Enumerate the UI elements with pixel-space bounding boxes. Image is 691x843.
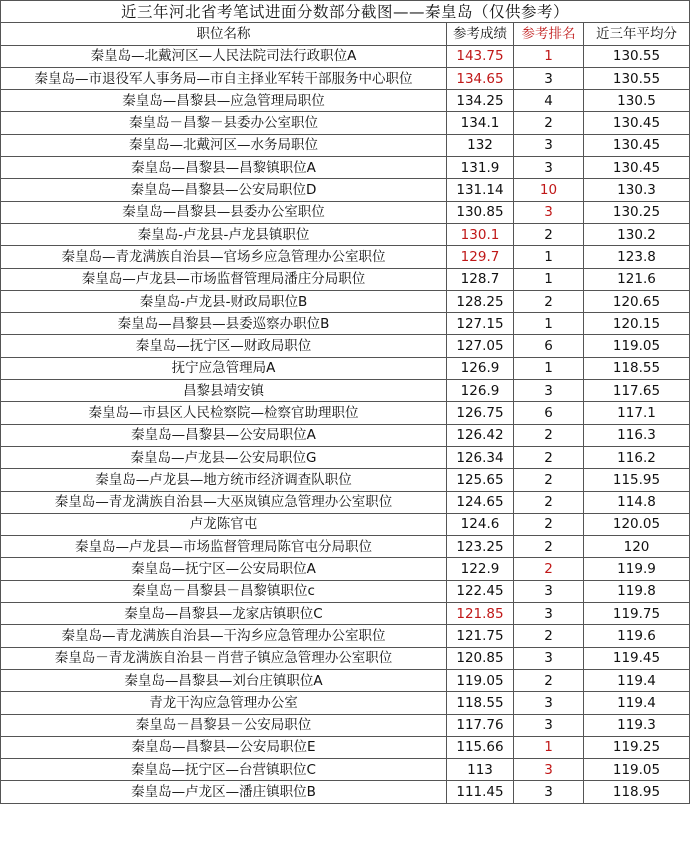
cell-position: 秦皇岛—昌黎县—昌黎镇职位A: [1, 157, 447, 179]
cell-avg: 119.05: [584, 759, 690, 781]
cell-rank: 2: [514, 513, 584, 535]
table-row: [1, 603, 690, 625]
table-row: [1, 335, 690, 357]
cell-rank: 6: [514, 402, 584, 424]
cell-score: 126.75: [447, 402, 514, 424]
cell-rank: 3: [514, 67, 584, 89]
cell-position: 秦皇岛—昌黎县—公安局职位A: [1, 424, 447, 446]
header-row: [1, 23, 690, 45]
cell-position: 秦皇岛—昌黎县—龙家店镇职位C: [1, 603, 447, 625]
cell-rank: 2: [514, 669, 584, 691]
cell-score: 134.65: [447, 67, 514, 89]
cell-score: 126.9: [447, 380, 514, 402]
table-row: [1, 580, 690, 602]
table-row: [1, 692, 690, 714]
cell-position: 秦皇岛－昌黎－县委办公室职位: [1, 112, 447, 134]
cell-position: 秦皇岛—市县区人民检察院—检察官助理职位: [1, 402, 447, 424]
table-row: [1, 380, 690, 402]
cell-avg: 119.75: [584, 603, 690, 625]
cell-avg: 117.65: [584, 380, 690, 402]
table-row: [1, 513, 690, 535]
cell-position: 抚宁应急管理局A: [1, 357, 447, 379]
header-rank: 参考排名: [514, 23, 584, 45]
table-row: [1, 469, 690, 491]
cell-position: 秦皇岛—昌黎县—公安局职位E: [1, 736, 447, 758]
cell-rank: 2: [514, 290, 584, 312]
table-body: [1, 45, 690, 803]
cell-rank: 2: [514, 491, 584, 513]
table-row: [1, 625, 690, 647]
cell-rank: 1: [514, 268, 584, 290]
cell-avg: 118.95: [584, 781, 690, 803]
table-row: [1, 446, 690, 468]
cell-rank: 3: [514, 714, 584, 736]
cell-avg: 120.65: [584, 290, 690, 312]
table-row: [1, 424, 690, 446]
cell-position: 秦皇岛—抚宁区—公安局职位A: [1, 558, 447, 580]
table-row: [1, 179, 690, 201]
cell-position: 秦皇岛—青龙满族自治县—大巫岚镇应急管理办公室职位: [1, 491, 447, 513]
cell-avg: 119.45: [584, 647, 690, 669]
cell-position: 秦皇岛—昌黎县—公安局职位D: [1, 179, 447, 201]
cell-avg: 121.6: [584, 268, 690, 290]
cell-rank: 3: [514, 380, 584, 402]
cell-rank: 3: [514, 134, 584, 156]
table-row: [1, 290, 690, 312]
cell-score: 130.1: [447, 223, 514, 245]
cell-position: 秦皇岛－昌黎县－公安局职位: [1, 714, 447, 736]
table-row: [1, 781, 690, 803]
cell-score: 128.25: [447, 290, 514, 312]
cell-score: 131.9: [447, 157, 514, 179]
cell-avg: 119.6: [584, 625, 690, 647]
cell-position: 秦皇岛—卢龙区—潘庄镇职位B: [1, 781, 447, 803]
cell-avg: 116.2: [584, 446, 690, 468]
table-row: [1, 536, 690, 558]
table-row: [1, 313, 690, 335]
cell-avg: 130.45: [584, 134, 690, 156]
cell-score: 118.55: [447, 692, 514, 714]
cell-score: 125.65: [447, 469, 514, 491]
table-row: [1, 491, 690, 513]
cell-rank: 1: [514, 357, 584, 379]
cell-avg: 119.4: [584, 669, 690, 691]
cell-score: 123.25: [447, 536, 514, 558]
cell-position: 卢龙陈官屯: [1, 513, 447, 535]
cell-avg: 119.8: [584, 580, 690, 602]
cell-avg: 130.5: [584, 90, 690, 112]
cell-rank: 3: [514, 603, 584, 625]
cell-avg: 114.8: [584, 491, 690, 513]
table-row: [1, 201, 690, 223]
cell-rank: 3: [514, 692, 584, 714]
cell-rank: 1: [514, 313, 584, 335]
cell-position: 秦皇岛—北戴河区—人民法院司法行政职位A: [1, 45, 447, 67]
cell-rank: 3: [514, 580, 584, 602]
cell-avg: 120.05: [584, 513, 690, 535]
cell-score: 124.65: [447, 491, 514, 513]
cell-avg: 130.45: [584, 112, 690, 134]
cell-score: 134.1: [447, 112, 514, 134]
cell-rank: 2: [514, 112, 584, 134]
cell-position: 秦皇岛—青龙满族自治县—干沟乡应急管理办公室职位: [1, 625, 447, 647]
cell-score: 111.45: [447, 781, 514, 803]
table-row: [1, 759, 690, 781]
cell-avg: 117.1: [584, 402, 690, 424]
cell-score: 121.75: [447, 625, 514, 647]
cell-avg: 119.05: [584, 335, 690, 357]
cell-position: 秦皇岛—卢龙县—地方统市经济调查队职位: [1, 469, 447, 491]
cell-score: 128.7: [447, 268, 514, 290]
cell-avg: 130.3: [584, 179, 690, 201]
cell-avg: 119.9: [584, 558, 690, 580]
cell-score: 122.9: [447, 558, 514, 580]
cell-rank: 3: [514, 759, 584, 781]
cell-position: 秦皇岛—北戴河区—水务局职位: [1, 134, 447, 156]
cell-position: 秦皇岛—抚宁区—财政局职位: [1, 335, 447, 357]
table-row: [1, 558, 690, 580]
cell-avg: 115.95: [584, 469, 690, 491]
title-row: [1, 1, 690, 23]
cell-score: 143.75: [447, 45, 514, 67]
table-row: [1, 669, 690, 691]
cell-rank: 2: [514, 424, 584, 446]
header-position: 职位名称: [1, 23, 447, 45]
cell-score: 126.42: [447, 424, 514, 446]
cell-score: 127.05: [447, 335, 514, 357]
cell-rank: 3: [514, 781, 584, 803]
cell-rank: 2: [514, 558, 584, 580]
header-score: 参考成绩: [447, 23, 514, 45]
cell-position: 秦皇岛—昌黎县—县委巡察办职位B: [1, 313, 447, 335]
cell-position: 秦皇岛-卢龙县-财政局职位B: [1, 290, 447, 312]
header-avg: 近三年平均分: [584, 23, 690, 45]
cell-position: 秦皇岛-卢龙县-卢龙县镇职位: [1, 223, 447, 245]
cell-avg: 119.3: [584, 714, 690, 736]
cell-score: 132: [447, 134, 514, 156]
cell-avg: 118.55: [584, 357, 690, 379]
cell-score: 129.7: [447, 246, 514, 268]
cell-score: 124.6: [447, 513, 514, 535]
cell-score: 120.85: [447, 647, 514, 669]
cell-position: 秦皇岛—昌黎县—县委办公室职位: [1, 201, 447, 223]
cell-avg: 120: [584, 536, 690, 558]
table-row: [1, 647, 690, 669]
cell-rank: 1: [514, 45, 584, 67]
table-row: [1, 112, 690, 134]
cell-score: 119.05: [447, 669, 514, 691]
cell-position: 秦皇岛—青龙满族自治县—官场乡应急管理办公室职位: [1, 246, 447, 268]
cell-position: 秦皇岛—昌黎县—刘台庄镇职位A: [1, 669, 447, 691]
cell-rank: 6: [514, 335, 584, 357]
table-row: [1, 268, 690, 290]
cell-avg: 130.2: [584, 223, 690, 245]
table-row: [1, 736, 690, 758]
cell-score: 131.14: [447, 179, 514, 201]
table-row: [1, 45, 690, 67]
cell-position: 秦皇岛—卢龙县—市场监督管理局陈官屯分局职位: [1, 536, 447, 558]
cell-position: 秦皇岛—市退役军人事务局—市自主择业军转干部服务中心职位: [1, 67, 447, 89]
cell-rank: 3: [514, 201, 584, 223]
cell-avg: 130.45: [584, 157, 690, 179]
cell-score: 126.9: [447, 357, 514, 379]
cell-score: 122.45: [447, 580, 514, 602]
cell-score: 117.76: [447, 714, 514, 736]
cell-avg: 123.8: [584, 246, 690, 268]
table-row: [1, 402, 690, 424]
cell-avg: 130.55: [584, 45, 690, 67]
cell-rank: 4: [514, 90, 584, 112]
table-row: [1, 714, 690, 736]
cell-score: 126.34: [447, 446, 514, 468]
cell-avg: 119.4: [584, 692, 690, 714]
cell-rank: 2: [514, 536, 584, 558]
table-row: [1, 90, 690, 112]
cell-rank: 2: [514, 223, 584, 245]
cell-position: 秦皇岛—卢龙县—市场监督管理局潘庄分局职位: [1, 268, 447, 290]
cell-score: 121.85: [447, 603, 514, 625]
cell-position: 秦皇岛—卢龙县—公安局职位G: [1, 446, 447, 468]
cell-rank: 2: [514, 625, 584, 647]
table-row: [1, 223, 690, 245]
cell-score: 130.85: [447, 201, 514, 223]
table-title: 近三年河北省考笔试进面分数部分截图——秦皇岛（仅供参考）: [1, 1, 690, 23]
cell-rank: 3: [514, 157, 584, 179]
cell-avg: 120.15: [584, 313, 690, 335]
cell-avg: 130.55: [584, 67, 690, 89]
cell-score: 113: [447, 759, 514, 781]
cell-position: 秦皇岛—抚宁区—台营镇职位C: [1, 759, 447, 781]
cell-position: 秦皇岛－青龙满族自治县－肖营子镇应急管理办公室职位: [1, 647, 447, 669]
cell-position: 秦皇岛—昌黎县—应急管理局职位: [1, 90, 447, 112]
cell-score: 134.25: [447, 90, 514, 112]
cell-rank: 1: [514, 246, 584, 268]
cell-avg: 130.25: [584, 201, 690, 223]
cell-position: 昌黎县靖安镇: [1, 380, 447, 402]
cell-avg: 116.3: [584, 424, 690, 446]
cell-rank: 1: [514, 736, 584, 758]
table-row: [1, 157, 690, 179]
table-row: [1, 246, 690, 268]
cell-rank: 10: [514, 179, 584, 201]
cell-rank: 3: [514, 647, 584, 669]
table-row: [1, 67, 690, 89]
cell-avg: 119.25: [584, 736, 690, 758]
cell-score: 127.15: [447, 313, 514, 335]
cell-score: 115.66: [447, 736, 514, 758]
cell-rank: 2: [514, 446, 584, 468]
cell-rank: 2: [514, 469, 584, 491]
cell-position: 秦皇岛－昌黎县－昌黎镇职位c: [1, 580, 447, 602]
table-row: [1, 134, 690, 156]
cell-position: 青龙干沟应急管理办公室: [1, 692, 447, 714]
table-row: [1, 357, 690, 379]
